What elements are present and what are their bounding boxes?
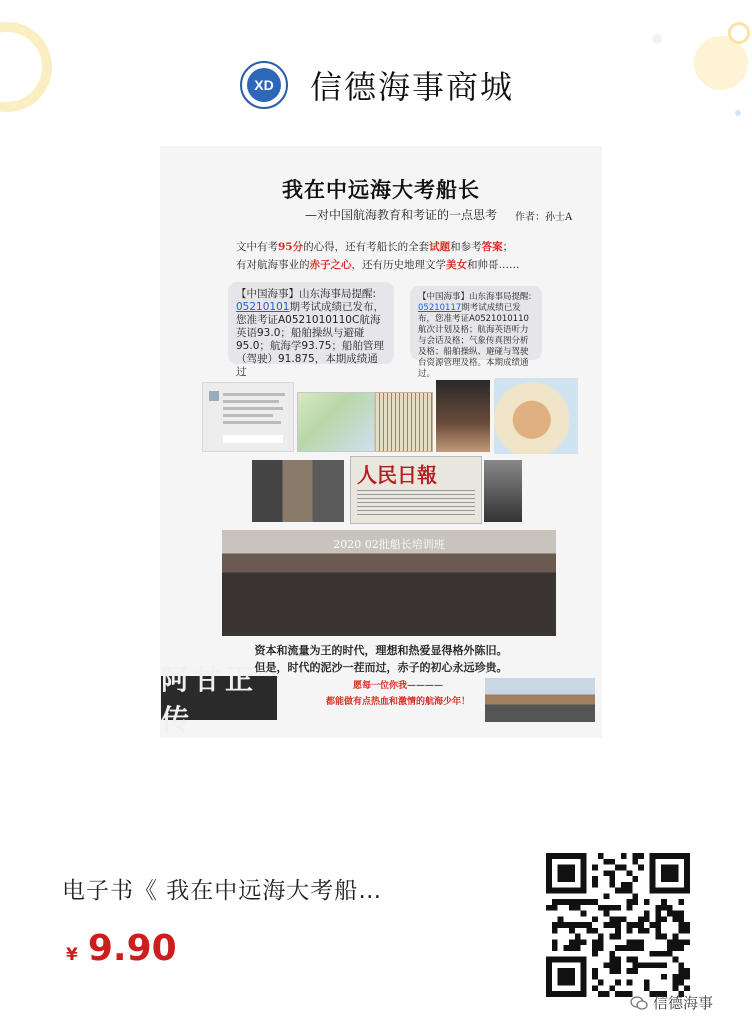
watermark-text: 信德海事 [653,994,714,1012]
photo-grid [252,460,344,522]
logo-icon[interactable] [240,61,288,109]
cover-author: 作者：孙士A [515,212,573,223]
chat-screenshot [202,382,294,452]
qr-code[interactable] [546,853,690,997]
product-cover-image[interactable] [160,146,602,738]
class-banner: 2020 02批船长培训班 [333,538,445,551]
sms-screenshot-1: 【中国海事】山东海事局提醒: 05210101期考试成绩已发布，您准考证A0521010110C航海英语93.0；船舶操纵与避碰95.0；航海学93.75；船舶管理（驾驶）91.875，本期成绩通过 [228,282,394,364]
brush-calligraphy: 阿甘正传 [161,676,277,720]
class-photo [222,530,556,636]
decor-dot-grey [652,34,662,44]
cover-motto: 资本和流量为王的时代，理想和热爱显得格外陈旧。 但是，时代的泥沙一茬而过，赤子的初心永远珍贵。 [254,644,508,674]
currency-symbol: ¥ [66,945,78,965]
cover-intro [236,238,566,274]
wechat-watermark [630,992,713,1013]
manuscript-image [375,392,433,452]
cover-title: 我在中远海大考船长 [282,177,480,202]
road-photo [485,678,595,722]
sms-screenshot-2: 【中国海事】山东海事局提醒: 05210117期考试成绩已发布，您准考证A0521010110 航次计划及格；航海英语听力与会话及格；气象传真图分析及格；船舶操纵、避碰与驾驶台资源管理及格。本期成绩通过。 [410,286,542,360]
intro-line-2: 有对航海事业的赤子之心，还有历史地理文学美女和帅哥…… [236,259,520,271]
intro-line-1: 文中有考95分的心得，还有考船长的全套试题和参考答案； [236,241,514,253]
decor-circle-yellow [0,22,52,112]
newspaper-image [350,456,482,524]
portrait-photo [484,460,522,522]
wechat-icon [630,996,648,1010]
cover-slogan: 愿每一位你我———— 都能做有点热血和激情的航海少年！ [326,681,471,707]
product-name[interactable]: 电子书《 我在中远海大考船… [62,878,383,904]
decor-dot-blue [735,110,741,116]
decor-circle-peach [694,36,748,90]
newspaper-masthead: 人民日報 [357,463,437,487]
shop-header [240,60,514,110]
price-amount: 9.90 [87,928,177,969]
map-image [297,392,375,452]
movie-poster [436,380,490,452]
china-map-image [494,378,578,454]
product-price [66,928,177,969]
decor-ring-small [728,22,750,44]
shop-title: 信德海事商城 [310,68,515,106]
logo-mark: XD [247,68,281,102]
cover-subtitle: —对中国航海教育和考证的一点思考 [305,208,498,222]
